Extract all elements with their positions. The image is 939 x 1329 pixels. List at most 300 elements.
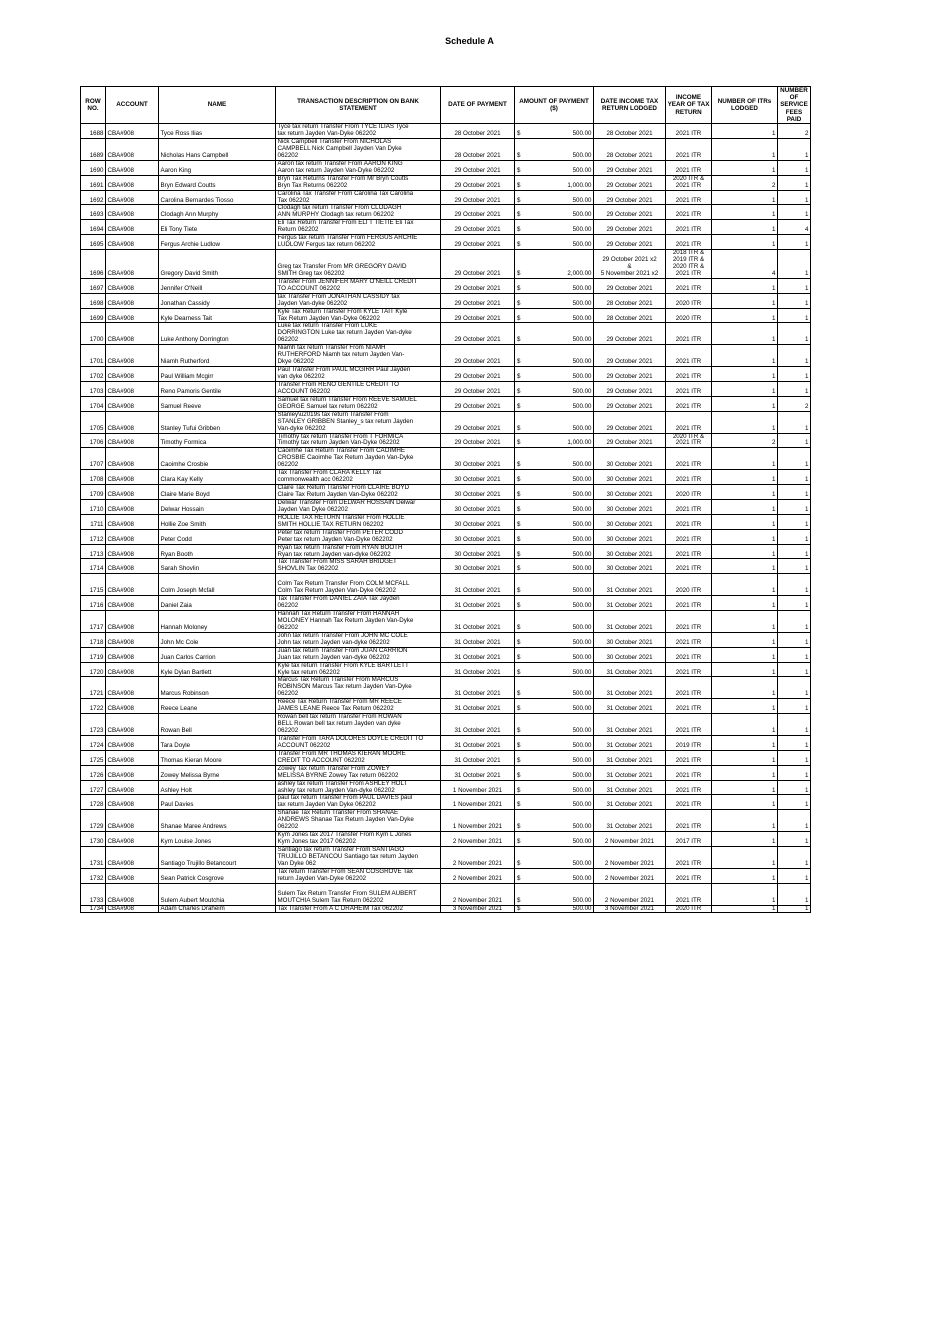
amount-cell: [515, 544, 594, 559]
amount-value: 500.00: [572, 550, 592, 558]
row-number: 1692: [81, 190, 106, 205]
description-cell-line: Bryn Tax Returns 062202: [277, 181, 348, 189]
lodged-date-cell: [594, 205, 666, 220]
amount-value: 500.00: [572, 874, 592, 882]
name-cell: Samuel Reeve: [159, 396, 276, 411]
table-row: [81, 735, 811, 750]
description-cell-line: Tax Return Jayden Van-Dyke 062202: [277, 314, 380, 322]
name-cell: Timothy Formica: [159, 433, 276, 448]
payment-date-cell: 28 October 2021: [441, 139, 515, 161]
currency-symbol: $: [517, 602, 521, 610]
lodged-date-cell-line: 28 October 2021: [606, 130, 653, 138]
lodged-date-cell: [594, 160, 666, 175]
amount-value: 500.00: [572, 905, 592, 912]
description-cell-line: 062202: [277, 727, 299, 735]
itrs-lodged-cell: 1: [712, 293, 778, 308]
payment-date-cell: 29 October 2021: [441, 293, 515, 308]
lodged-date-cell: [594, 699, 666, 714]
currency-symbol: $: [517, 336, 521, 344]
lodged-date-cell-line: 31 October 2021: [606, 690, 653, 698]
lodged-date-cell: [594, 433, 666, 448]
amount-value: 500.00: [572, 623, 592, 631]
service-fees-cell: 1: [778, 632, 811, 647]
table-row: [81, 411, 811, 433]
itrs-lodged-cell: 1: [712, 662, 778, 677]
currency-symbol: $: [517, 439, 521, 447]
lodged-date-cell-line: 2 November 2021: [604, 838, 655, 846]
table-row: [81, 662, 811, 677]
amount-cell: [515, 662, 594, 677]
income-year-cell-line: 2021 ITR: [675, 387, 702, 395]
income-year-cell-line: 2021 ITR: [675, 823, 702, 831]
description-cell-line: tax return Jayden Van Dyke 062202: [277, 801, 376, 809]
income-year-cell: [666, 278, 712, 293]
account-cell: CBA#908: [106, 250, 159, 279]
income-year-cell-line: 2021 ITR: [675, 771, 702, 779]
row-number: 1694: [81, 220, 106, 235]
income-year-cell: [666, 795, 712, 810]
table-row: [81, 190, 811, 205]
description-cell: [276, 544, 441, 559]
amount-value: 500.00: [572, 838, 592, 846]
itrs-lodged-cell: 1: [712, 596, 778, 611]
account-cell: CBA#908: [106, 175, 159, 190]
amount-cell: [515, 220, 594, 235]
description-cell-line: Carolina Tax Transfer From Carolina Tax Carolina: [277, 190, 414, 197]
income-year-cell: [666, 514, 712, 529]
amount-value: 1,000.00: [567, 439, 592, 447]
payment-date-cell: 31 October 2021: [441, 765, 515, 780]
lodged-date-cell-line: 30 October 2021: [606, 565, 653, 573]
lodged-date-cell-line: 31 October 2021: [606, 668, 653, 676]
description-cell-line: Santiago tax return Transfer From SANTIAGO: [277, 846, 405, 854]
description-cell-line: Stanley\u2019s tax return Transfer From: [277, 411, 389, 418]
account-cell: CBA#908: [106, 139, 159, 161]
name-cell: Adam Charles Draheim: [159, 905, 276, 913]
service-fees-cell: 1: [778, 278, 811, 293]
payment-date-cell: 2 November 2021: [441, 883, 515, 905]
income-year-cell: [666, 647, 712, 662]
account-cell: CBA#908: [106, 795, 159, 810]
description-cell: [276, 632, 441, 647]
description-cell-line: SMITH Greg tax 062202: [277, 269, 345, 277]
description-cell: [276, 367, 441, 382]
itrs-lodged-cell: 1: [712, 559, 778, 574]
itrs-lodged-cell: 1: [712, 905, 778, 913]
income-year-cell-line: 2020 ITR: [675, 587, 702, 595]
table-row: [81, 780, 811, 795]
service-fees-cell: 1: [778, 596, 811, 611]
lodged-date-cell: [594, 868, 666, 883]
payment-date-cell: 29 October 2021: [441, 235, 515, 250]
service-fees-cell: 1: [778, 499, 811, 514]
income-year-cell: [666, 905, 712, 913]
service-fees-cell: 1: [778, 780, 811, 795]
name-cell: Sarah Shovlin: [159, 559, 276, 574]
description-cell-line: Transfer From JENNIFER MARY O'NEILL CREDIT: [277, 278, 418, 285]
description-cell-line: Jayden Van-dyke 062202: [277, 299, 348, 307]
currency-symbol: $: [517, 402, 521, 410]
description-cell-line: Tax Transfer From CLARA KELLY Tax: [277, 469, 382, 477]
income-year-cell-line: 2021 ITR: [675, 241, 702, 249]
service-fees-cell: 1: [778, 160, 811, 175]
table-row: [81, 765, 811, 780]
lodged-date-cell: [594, 499, 666, 514]
name-cell: Delwar Hossain: [159, 499, 276, 514]
row-number: 1688: [81, 124, 106, 139]
currency-symbol: $: [517, 823, 521, 831]
description-cell-line: Clodagh tax return Transfer From CLODAGH: [277, 204, 402, 212]
income-year-cell: [666, 847, 712, 869]
lodged-date-cell: [594, 735, 666, 750]
income-year-cell: [666, 345, 712, 367]
currency-symbol: $: [517, 741, 521, 749]
table-row: [81, 205, 811, 220]
table-row: [81, 514, 811, 529]
amount-value: 500.00: [572, 151, 592, 159]
account-cell: CBA#908: [106, 868, 159, 883]
description-cell: [276, 278, 441, 293]
currency-symbol: $: [517, 358, 521, 366]
name-cell: Ryan Booth: [159, 544, 276, 559]
description-cell-line: SMITH HOLLIE TAX RETURN 062202: [277, 520, 384, 528]
income-year-cell-line: 2021 ITR: [675, 550, 702, 558]
lodged-date-cell-line: 30 October 2021: [606, 638, 653, 646]
row-number: 1726: [81, 765, 106, 780]
description-cell-line: STANLEY GRIBBEN Stanley_s tax return Jayden: [277, 417, 414, 425]
service-fees-cell: 1: [778, 485, 811, 500]
table-row: [81, 529, 811, 544]
itrs-lodged-cell: 1: [712, 367, 778, 382]
payment-date-cell: 31 October 2021: [441, 699, 515, 714]
amount-value: 1,000.00: [567, 181, 592, 189]
row-number: 1690: [81, 160, 106, 175]
description-cell-line: MELISSA BYRNE Zowey Tax return 062202: [277, 771, 399, 779]
lodged-date-cell: [594, 381, 666, 396]
currency-symbol: $: [517, 130, 521, 138]
amount-cell: [515, 308, 594, 323]
amount-cell: [515, 278, 594, 293]
income-year-cell-line: 2021 ITR: [675, 638, 702, 646]
description-cell: [276, 345, 441, 367]
service-fees-cell: 1: [778, 662, 811, 677]
income-year-cell-line: 2019 ITR &: [672, 256, 705, 264]
lodged-date-cell: [594, 367, 666, 382]
lodged-date-cell: [594, 714, 666, 736]
income-year-cell-line: 2021 ITR: [675, 476, 702, 484]
income-year-cell-line: 2021 ITR: [675, 874, 702, 882]
description-cell-line: Jayden Van Dyke 062202: [277, 505, 348, 513]
income-year-cell: [666, 220, 712, 235]
income-year-cell-line: 2021 ITR: [675, 284, 702, 292]
lodged-date-cell: [594, 780, 666, 795]
lodged-date-cell-line: 30 October 2021: [606, 550, 653, 558]
itrs-lodged-cell: 1: [712, 735, 778, 750]
lodged-date-cell-line: 29 October 2021 x2: [602, 256, 657, 264]
service-fees-cell: 1: [778, 514, 811, 529]
description-cell-line: Timothy tax return Transfer From T FORMICA: [277, 433, 404, 440]
description-cell: [276, 514, 441, 529]
currency-symbol: $: [517, 623, 521, 631]
payment-date-cell: 29 October 2021: [441, 308, 515, 323]
income-year-cell-line: 2021 ITR: [675, 402, 702, 410]
service-fees-cell: 1: [778, 323, 811, 345]
lodged-date-cell-line: 31 October 2021: [606, 823, 653, 831]
income-year-cell: [666, 396, 712, 411]
lodged-date-cell-line: 30 October 2021: [606, 476, 653, 484]
lodged-date-cell: [594, 323, 666, 345]
lodged-date-cell-line: 31 October 2021: [606, 801, 653, 809]
account-cell: CBA#908: [106, 544, 159, 559]
income-year-cell-line: 2021 ITR: [675, 439, 702, 447]
payment-date-cell: 31 October 2021: [441, 632, 515, 647]
service-fees-cell: 2: [778, 396, 811, 411]
lodged-date-cell: [594, 235, 666, 250]
name-cell: Stanley Tufui Gribben: [159, 411, 276, 433]
currency-symbol: $: [517, 241, 521, 249]
name-cell: Shanae Maree Andrews: [159, 810, 276, 832]
service-fees-cell: 1: [778, 611, 811, 633]
amount-value: 500.00: [572, 476, 592, 484]
currency-symbol: $: [517, 653, 521, 661]
amount-value: 500.00: [572, 587, 592, 595]
table-row: [81, 124, 811, 139]
description-cell: [276, 765, 441, 780]
row-number: 1720: [81, 662, 106, 677]
description-cell-line: Hannah Tax Return Transfer From HANNAH: [277, 610, 400, 618]
currency-symbol: $: [517, 668, 521, 676]
table-row: [81, 448, 811, 470]
name-cell: Sean Patrick Cosgrove: [159, 868, 276, 883]
description-cell-line: DORRINGTON Luke tax return Jayden Van-dyke: [277, 329, 412, 337]
amount-value: 500.00: [572, 727, 592, 735]
itrs-lodged-cell: 1: [712, 832, 778, 847]
row-number: 1709: [81, 485, 106, 500]
description-cell-line: Shanae Tax Return Transfer From SHANAE: [277, 809, 399, 817]
income-year-cell-line: 2021 ITR: [675, 211, 702, 219]
header-itrs-lodged: NUMBER OF ITRs LODGED: [712, 87, 778, 124]
description-cell-line: Van Dyke 062: [277, 859, 316, 867]
income-year-cell-line: 2021 ITR: [675, 859, 702, 867]
account-cell: CBA#908: [106, 750, 159, 765]
description-cell: [276, 795, 441, 810]
amount-value: 500.00: [572, 668, 592, 676]
description-cell-line: 062202: [277, 823, 299, 831]
service-fees-cell: 1: [778, 832, 811, 847]
lodged-date-cell-line: 29 October 2021: [606, 402, 653, 410]
table-row: [81, 220, 811, 235]
account-cell: CBA#908: [106, 677, 159, 699]
currency-symbol: $: [517, 905, 521, 912]
lodged-date-cell: [594, 647, 666, 662]
income-year-cell: [666, 544, 712, 559]
description-cell-line: Aaron tax return Jayden Van-Dyke 062202: [277, 166, 395, 174]
payment-date-cell: 29 October 2021: [441, 205, 515, 220]
description-cell-line: commonwealth acc 062202: [277, 476, 353, 484]
header-service-fees: NUMBER OF SERVICE FEES PAID: [778, 87, 811, 124]
row-number: 1699: [81, 308, 106, 323]
lodged-date-cell: [594, 677, 666, 699]
itrs-lodged-cell: 1: [712, 345, 778, 367]
table-row: [81, 699, 811, 714]
payment-date-cell: 30 October 2021: [441, 514, 515, 529]
account-cell: CBA#908: [106, 735, 159, 750]
currency-symbol: $: [517, 638, 521, 646]
page-title: Schedule A: [445, 36, 494, 46]
account-cell: CBA#908: [106, 780, 159, 795]
itrs-lodged-cell: 1: [712, 574, 778, 596]
currency-symbol: $: [517, 705, 521, 713]
description-cell: [276, 714, 441, 736]
amount-cell: [515, 750, 594, 765]
amount-cell: [515, 699, 594, 714]
amount-value: 500.00: [572, 336, 592, 344]
row-number: 1713: [81, 544, 106, 559]
description-cell-line: Claire Tax Return Transfer From CLAIRE BOYD: [277, 484, 410, 492]
itrs-lodged-cell: 1: [712, 514, 778, 529]
lodged-date-cell-line: 29 October 2021: [606, 166, 653, 174]
row-number: 1725: [81, 750, 106, 765]
income-year-cell-line: 2021 ITR: [675, 705, 702, 713]
currency-symbol: $: [517, 491, 521, 499]
description-cell-line: HOLLIE TAX RETURN Transfer From HOLLIE: [277, 514, 405, 521]
lodged-date-cell-line: 28 October 2021: [606, 314, 653, 322]
lodged-date-cell: [594, 190, 666, 205]
row-number: 1689: [81, 139, 106, 161]
description-cell-line: Rowan bell tax return Transfer From ROWAN: [277, 713, 402, 721]
account-cell: CBA#908: [106, 529, 159, 544]
account-cell: CBA#908: [106, 699, 159, 714]
lodged-date-cell-line: 29 October 2021: [606, 387, 653, 395]
income-year-cell: [666, 367, 712, 382]
name-cell: Aaron King: [159, 160, 276, 175]
account-cell: CBA#908: [106, 381, 159, 396]
description-cell: [276, 499, 441, 514]
amount-value: 500.00: [572, 638, 592, 646]
row-number: 1701: [81, 345, 106, 367]
header-date-of-payment: DATE OF PAYMENT: [441, 87, 515, 124]
lodged-date-cell: [594, 795, 666, 810]
name-cell: Rowan Bell: [159, 714, 276, 736]
income-year-cell-line: 2021 ITR: [675, 358, 702, 366]
description-cell: [276, 175, 441, 190]
lodged-date-cell: [594, 832, 666, 847]
payment-date-cell: 2 November 2021: [441, 868, 515, 883]
name-cell: Jennifer O'Neill: [159, 278, 276, 293]
row-number: 1722: [81, 699, 106, 714]
service-fees-cell: 1: [778, 677, 811, 699]
amount-cell: [515, 160, 594, 175]
amount-cell: [515, 868, 594, 883]
account-cell: CBA#908: [106, 905, 159, 913]
lodged-date-cell: [594, 250, 666, 279]
lodged-date-cell: [594, 278, 666, 293]
name-cell: Clodagh Ann Murphy: [159, 205, 276, 220]
itrs-lodged-cell: 4: [712, 250, 778, 279]
description-cell-line: 062202: [277, 623, 299, 631]
lodged-date-cell-line: 31 October 2021: [606, 786, 653, 794]
name-cell: Clara Kay Kelly: [159, 470, 276, 485]
row-number: 1731: [81, 847, 106, 869]
lodged-date-cell: [594, 750, 666, 765]
description-cell: [276, 205, 441, 220]
payment-date-cell: 30 October 2021: [441, 485, 515, 500]
lodged-date-cell: [594, 485, 666, 500]
lodged-date-cell: [594, 905, 666, 913]
description-cell-line: Kym Jones tax 2017 062202: [277, 838, 356, 846]
description-cell-line: Paul Transfer From PAUL MCGIRR Paul Jayden: [277, 366, 411, 374]
description-cell-line: Kyle tax return Transfer From KYLE BARTLETT: [277, 662, 409, 669]
name-cell: Fergus Archie Ludlow: [159, 235, 276, 250]
description-cell: [276, 124, 441, 139]
account-cell: CBA#908: [106, 367, 159, 382]
account-cell: CBA#908: [106, 647, 159, 662]
payment-date-cell: 31 October 2021: [441, 714, 515, 736]
amount-cell: [515, 323, 594, 345]
income-year-cell: [666, 160, 712, 175]
income-year-cell-line: 2020 ITR &: [672, 175, 705, 182]
currency-symbol: $: [517, 801, 521, 809]
service-fees-cell: 1: [778, 735, 811, 750]
income-year-cell-line: 2021 ITR: [675, 623, 702, 631]
table-row: [81, 278, 811, 293]
income-year-cell: [666, 750, 712, 765]
description-cell-line: TO ACCOUNT 062202: [277, 284, 341, 292]
table-row: [81, 544, 811, 559]
income-year-cell-line: 2021 ITR: [675, 269, 702, 277]
lodged-date-cell-line: 2 November 2021: [604, 896, 655, 904]
description-cell: [276, 485, 441, 500]
description-cell: [276, 396, 441, 411]
payment-date-cell: 29 October 2021: [441, 278, 515, 293]
amount-cell: [515, 448, 594, 470]
row-number: 1703: [81, 381, 106, 396]
account-cell: CBA#908: [106, 433, 159, 448]
name-cell: Claire Marie Boyd: [159, 485, 276, 500]
lodged-date-cell-line: 30 October 2021: [606, 505, 653, 513]
row-number: 1702: [81, 367, 106, 382]
currency-symbol: $: [517, 727, 521, 735]
itrs-lodged-cell: 1: [712, 699, 778, 714]
table-row: [81, 367, 811, 382]
amount-cell: [515, 411, 594, 433]
description-cell-line: Peter tax return Jayden Van-Dyke 062202: [277, 535, 393, 543]
itrs-lodged-cell: 1: [712, 411, 778, 433]
description-cell: [276, 190, 441, 205]
name-cell: Ashley Holt: [159, 780, 276, 795]
payment-date-cell: 31 October 2021: [441, 677, 515, 699]
name-cell: Zowey Melissa Byrne: [159, 765, 276, 780]
service-fees-cell: 1: [778, 470, 811, 485]
lodged-date-cell-line: 30 October 2021: [606, 491, 653, 499]
lodged-date-cell-line: 29 October 2021: [606, 439, 653, 447]
row-number: 1718: [81, 632, 106, 647]
income-year-cell-line: 2021 ITR: [675, 690, 702, 698]
description-cell: [276, 574, 441, 596]
description-cell: [276, 847, 441, 869]
amount-value: 500.00: [572, 741, 592, 749]
description-cell: [276, 139, 441, 161]
income-year-cell-line: 2021 ITR: [675, 181, 702, 189]
amount-value: 500.00: [572, 653, 592, 661]
description-cell-line: LUDLOW Fergus tax return 062202: [277, 241, 376, 249]
income-year-cell-line: 2021 ITR: [675, 424, 702, 432]
lodged-date-cell: [594, 175, 666, 190]
income-year-cell: [666, 470, 712, 485]
income-year-cell: [666, 611, 712, 633]
amount-value: 500.00: [572, 786, 592, 794]
payment-date-cell: 29 October 2021: [441, 250, 515, 279]
